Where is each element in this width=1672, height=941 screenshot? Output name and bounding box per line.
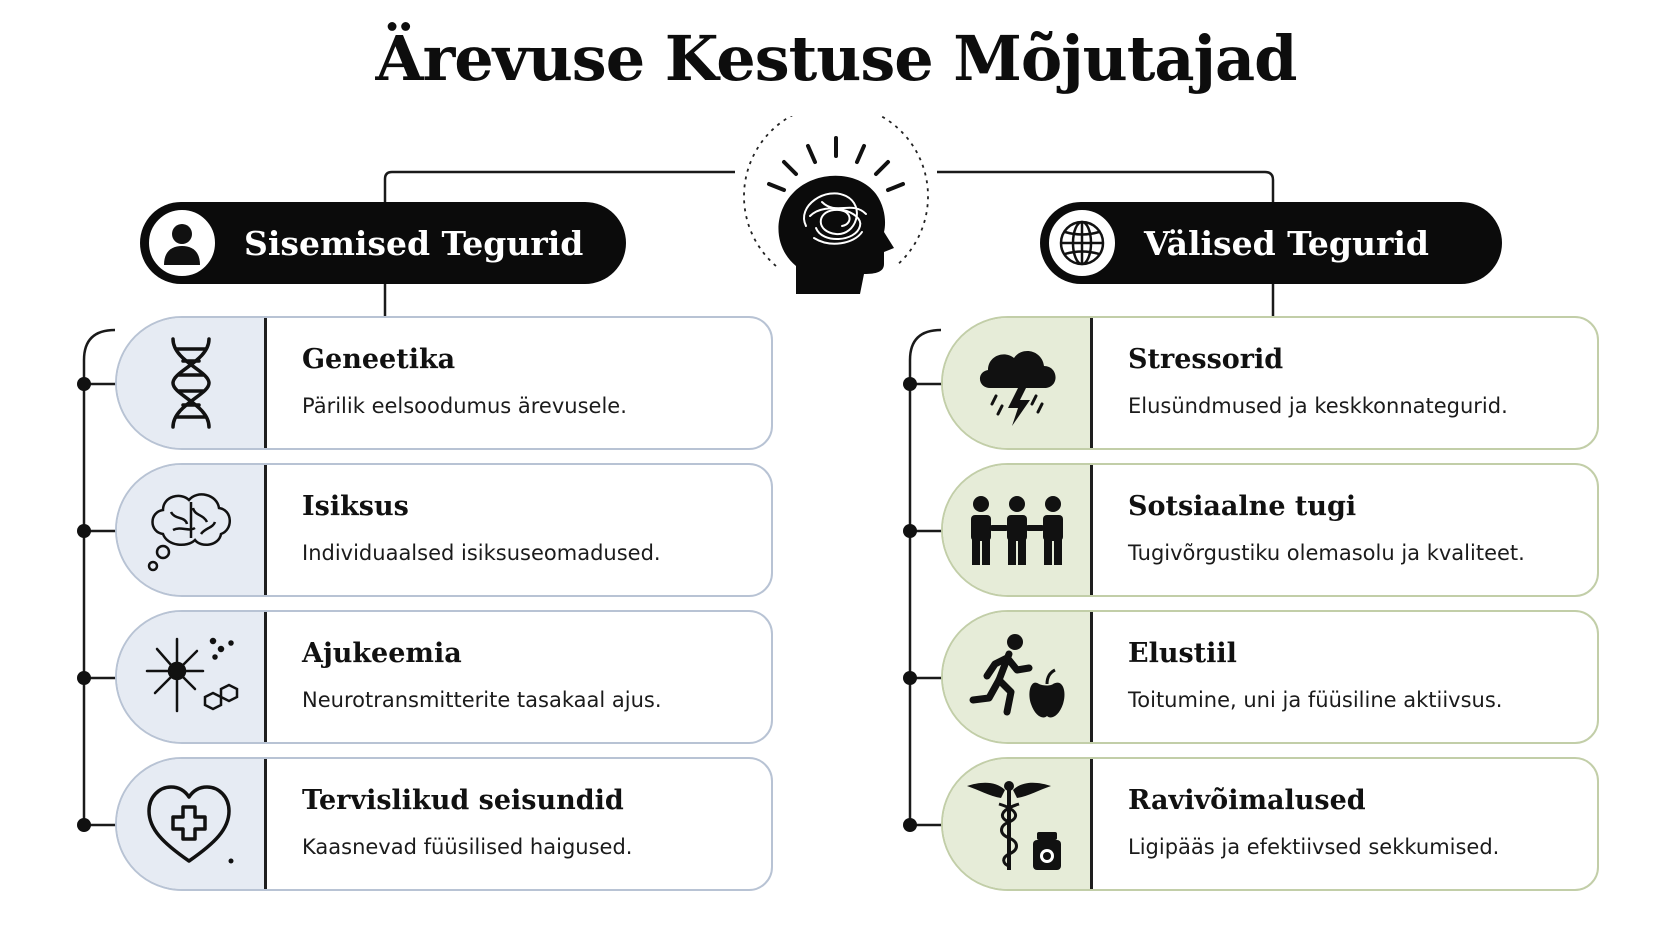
card-description: Neurotransmitterite tasakaal ajus. <box>302 688 662 712</box>
card-title: Stressorid <box>1128 344 1284 375</box>
card-brain-chemistry <box>115 610 773 744</box>
neuron-molecule-icon <box>141 627 241 727</box>
caduceus-medicine-icon <box>965 776 1069 872</box>
card-treatment-options <box>941 757 1599 891</box>
dna-icon <box>161 335 221 431</box>
internal-factors-header <box>140 202 626 284</box>
card-title: Ajukeemia <box>302 638 462 669</box>
card-title: Isiksus <box>302 491 409 522</box>
card-description: Toitumine, uni ja füüsiline aktiivsus. <box>1128 688 1503 712</box>
page-title: Ärevuse Kestuse Mõjutajad <box>375 22 1297 95</box>
external-factors-header <box>1040 202 1502 284</box>
brain-thought-icon <box>143 482 239 578</box>
card-description: Pärilik eelsoodumus ärevusele. <box>302 394 627 418</box>
card-stressors <box>941 316 1599 450</box>
card-description: Individuaalsed isiksuseomadused. <box>302 541 661 565</box>
card-lifestyle <box>941 610 1599 744</box>
external-factors-label: Välised Tegurid <box>1144 223 1429 263</box>
card-social-support <box>941 463 1599 597</box>
card-description: Ligipääs ja efektiivsed sekkumised. <box>1128 835 1500 859</box>
internal-factors-label: Sisemised Tegurid <box>244 223 584 263</box>
card-description: Kaasnevad füüsilised haigused. <box>302 835 633 859</box>
card-health-conditions <box>115 757 773 891</box>
heart-medical-icon <box>143 779 239 869</box>
card-title: Elustiil <box>1128 638 1237 669</box>
card-description: Elusündmused ja keskkonnategurid. <box>1128 394 1508 418</box>
runner-apple-icon <box>965 632 1069 722</box>
anxious-head-icon <box>736 116 936 306</box>
card-title: Tervislikud seisundid <box>302 785 624 816</box>
person-icon <box>146 207 218 279</box>
card-title: Ravivõimalused <box>1128 785 1366 816</box>
globe-icon <box>1046 207 1118 279</box>
card-personality <box>115 463 773 597</box>
card-genetics <box>115 316 773 450</box>
card-title: Geneetika <box>302 344 456 375</box>
people-icon <box>965 495 1069 565</box>
card-title: Sotsiaalne tugi <box>1128 491 1357 522</box>
storm-cloud-icon <box>972 338 1062 428</box>
card-description: Tugivõrgustiku olemasolu ja kvaliteet. <box>1128 541 1525 565</box>
